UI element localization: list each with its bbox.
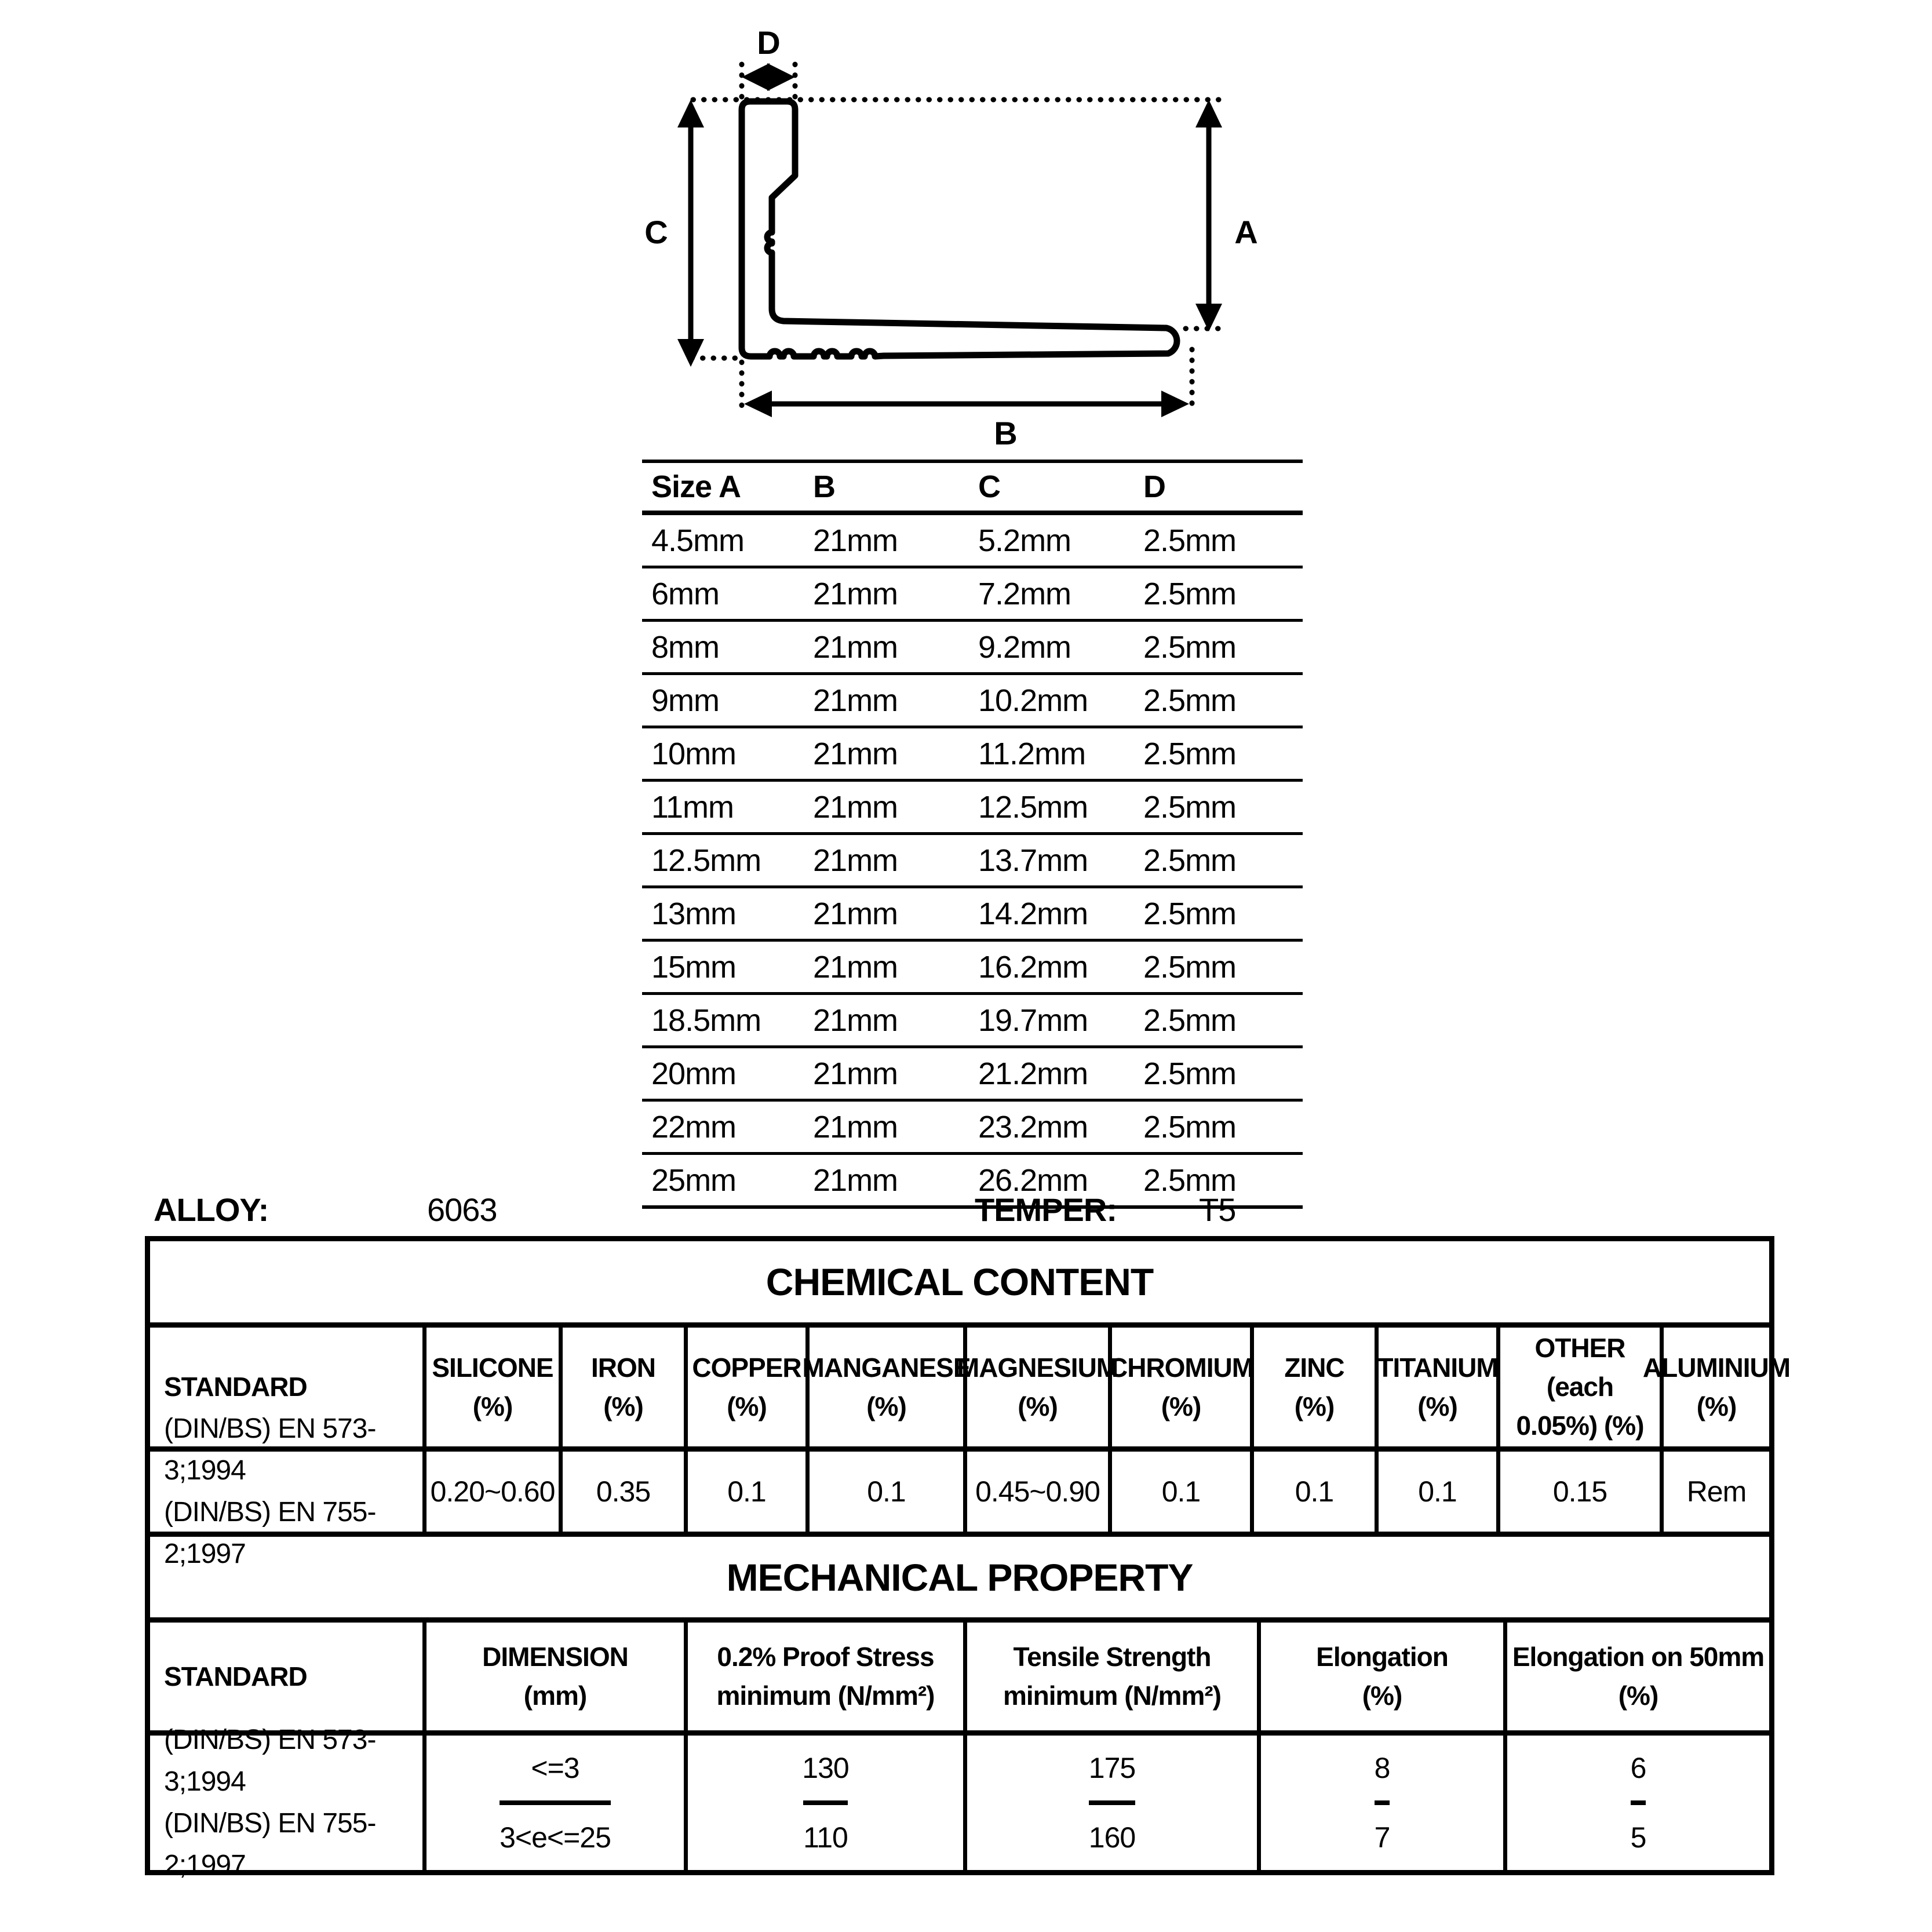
standard-line: (DIN/BS) EN 755-2;1997 [164, 1808, 376, 1880]
size-cell: 2.5mm [1143, 727, 1303, 781]
size-col-header: B [813, 461, 978, 513]
mechanical-header-tensile [963, 1623, 1257, 1730]
size-cell: 11mm [642, 781, 813, 834]
header-text: DIMENSION [482, 1642, 628, 1672]
size-cell: 10.2mm [978, 674, 1143, 727]
chemical-header-aluminium [1642, 1328, 1791, 1446]
header-text: IRON [591, 1352, 655, 1383]
value-text: 0.1 [727, 1475, 766, 1508]
size-cell: 11.2mm [978, 727, 1143, 781]
value-text: 0.20~0.60 [430, 1475, 555, 1508]
mechanical-cell: 7 [1375, 1800, 1390, 1870]
size-row [642, 887, 1303, 941]
value-text: 0.1 [1161, 1475, 1201, 1508]
header-text: CHROMIUM [1108, 1352, 1254, 1383]
header-text: Elongation [1316, 1642, 1448, 1672]
size-cell: 5.2mm [978, 513, 1143, 567]
value-text: Rem [1686, 1475, 1747, 1508]
size-row [642, 513, 1303, 567]
size-cell: 12.5mm [642, 834, 813, 887]
spec-table [145, 1236, 1791, 1880]
size-row [642, 567, 1303, 621]
value-text: 0.1 [1418, 1475, 1457, 1508]
mechanical-cell: <=3 [531, 1752, 579, 1784]
size-col-header: D [1143, 461, 1303, 513]
size-cell: 21mm [813, 1100, 978, 1154]
chemical-header-copper [684, 1328, 805, 1446]
header-text: (%) [1161, 1391, 1201, 1421]
header-text: STANDARD [164, 1372, 307, 1402]
header-text: ALUMINIUM [1642, 1352, 1791, 1383]
dimension-arrow-a [1195, 100, 1222, 331]
size-cell: 18.5mm [642, 994, 813, 1047]
size-cell: 16.2mm [978, 941, 1143, 994]
dimension-arrow-c [677, 100, 704, 367]
mechanical-dimension-column [422, 1736, 684, 1870]
size-cell: 21mm [813, 994, 978, 1047]
header-text: TITANIUM [1377, 1352, 1498, 1383]
size-cell: 6mm [642, 567, 813, 621]
mechanical-cell: 3<e<=25 [500, 1800, 611, 1870]
size-cell: 2.5mm [1143, 621, 1303, 674]
size-cell: 2.5mm [1143, 513, 1303, 567]
mechanical-cell: 6 [1630, 1752, 1646, 1784]
chemical-value-chromium [1108, 1452, 1250, 1532]
chemical-header-magnesium [957, 1328, 1118, 1446]
size-row [642, 1047, 1303, 1100]
size-cell: 7.2mm [978, 567, 1143, 621]
size-cell: 13.7mm [978, 834, 1143, 887]
chemical-value-other [1496, 1452, 1660, 1532]
size-cell: 14.2mm [978, 887, 1143, 941]
header-text: MAGNESIUM [957, 1352, 1118, 1383]
mechanical-header-row [150, 1623, 1769, 1736]
header-text: 0.2% Proof Stress [717, 1642, 934, 1672]
alloy-temper-line [0, 1191, 1932, 1229]
chemical-content-title: CHEMICAL CONTENT [150, 1241, 1769, 1328]
header-text: (%) [1618, 1681, 1658, 1711]
dimension-label-a: A [1234, 214, 1257, 250]
size-cell: 2.5mm [1143, 1154, 1303, 1208]
dimension-arrow-d [742, 63, 795, 91]
size-col-header: Size A [642, 461, 813, 513]
size-cell: 21mm [813, 834, 978, 887]
size-row [642, 621, 1303, 674]
chemical-header-titanium [1375, 1328, 1496, 1446]
value-text: 0.15 [1552, 1475, 1607, 1508]
size-cell: 2.5mm [1143, 994, 1303, 1047]
size-cell: 2.5mm [1143, 834, 1303, 887]
size-cell: 9mm [642, 674, 813, 727]
mechanical-header-elongation-50mm [1503, 1623, 1769, 1730]
size-row [642, 941, 1303, 994]
size-row [642, 727, 1303, 781]
mechanical-header-elongation [1257, 1623, 1503, 1730]
size-cell: 21mm [813, 567, 978, 621]
size-cell: 21mm [813, 1154, 978, 1208]
chemical-value-zinc [1250, 1452, 1375, 1532]
header-text: (%) [727, 1391, 767, 1421]
chemical-value-magnesium [963, 1452, 1108, 1532]
header-text: MANGANESE [802, 1352, 971, 1383]
chemical-header-zinc [1250, 1328, 1375, 1446]
mechanical-cell: 130 [802, 1752, 849, 1784]
header-text: minimum (N/mm²) [1003, 1681, 1221, 1711]
header-text: (%) [603, 1391, 643, 1421]
size-cell: 13mm [642, 887, 813, 941]
size-cell: 2.5mm [1143, 781, 1303, 834]
chemical-header-iron [559, 1328, 684, 1446]
profile-outline [742, 101, 1177, 356]
value-text: 0.1 [1295, 1475, 1334, 1508]
size-cell: 2.5mm [1143, 1100, 1303, 1154]
alloy-value: 6063 [427, 1191, 497, 1228]
size-cell: 21mm [813, 621, 978, 674]
size-row [642, 994, 1303, 1047]
size-table-header-row [642, 461, 1303, 513]
chemical-header-other [1496, 1328, 1660, 1446]
header-text: COPPER [692, 1352, 801, 1383]
standard-line: (DIN/BS) EN 573-3;1994 [164, 1725, 376, 1797]
mechanical-elongation-column [1257, 1736, 1503, 1870]
size-cell: 2.5mm [1143, 887, 1303, 941]
size-cell: 2.5mm [1143, 941, 1303, 994]
mechanical-elongation50-column [1503, 1736, 1769, 1870]
mechanical-cell: 5 [1631, 1800, 1646, 1870]
value-text: 0.45~0.90 [975, 1475, 1100, 1508]
size-cell: 20mm [642, 1047, 813, 1100]
size-cell: 8mm [642, 621, 813, 674]
mechanical-cell: 110 [803, 1800, 848, 1870]
size-cell: 15mm [642, 941, 813, 994]
size-row [642, 834, 1303, 887]
standard-line: (DIN/BS) EN 755-2;1997 [164, 1497, 376, 1569]
size-cell: 23.2mm [978, 1100, 1143, 1154]
size-cell: 22mm [642, 1100, 813, 1154]
chemical-standard-cell [150, 1413, 422, 1569]
size-row [642, 781, 1303, 834]
mechanical-cell: 175 [1088, 1752, 1136, 1784]
mechanical-header-proof-stress [684, 1623, 963, 1730]
header-text: (%) [1696, 1391, 1737, 1421]
size-row [642, 1100, 1303, 1154]
value-text: 0.1 [867, 1475, 906, 1508]
size-col-header: C [978, 461, 1143, 513]
header-text: STANDARD [164, 1661, 307, 1692]
dimension-arrow-b [744, 391, 1189, 417]
standard-line: (DIN/BS) EN 573-3;1994 [164, 1413, 376, 1486]
header-text: (%) [1294, 1391, 1335, 1421]
mechanical-proof-column [684, 1736, 963, 1870]
header-text: (%) [472, 1391, 513, 1421]
size-cell: 26.2mm [978, 1154, 1143, 1208]
chemical-value-iron [559, 1452, 684, 1532]
alloy-label: ALLOY: [154, 1191, 269, 1228]
header-text: (%) [866, 1391, 906, 1421]
chemical-value-aluminium [1660, 1452, 1769, 1532]
size-cell: 21mm [813, 513, 978, 567]
chemical-header-chromium [1108, 1328, 1254, 1446]
size-cell: 9.2mm [978, 621, 1143, 674]
mechanical-property-title: MECHANICAL PROPERTY [150, 1537, 1769, 1623]
mechanical-cell: 8 [1374, 1752, 1390, 1784]
chemical-value-titanium [1375, 1452, 1496, 1532]
header-text: SILICONE [432, 1352, 553, 1383]
size-cell: 21mm [813, 727, 978, 781]
profile-diagram [626, 9, 1292, 449]
chemical-header-manganese [802, 1328, 971, 1446]
header-text: (%) [1018, 1391, 1058, 1421]
value-text: 0.35 [596, 1475, 651, 1508]
size-cell: 4.5mm [642, 513, 813, 567]
header-text: minimum (N/mm²) [716, 1681, 935, 1711]
size-cell: 2.5mm [1143, 567, 1303, 621]
header-text: (%) [1417, 1391, 1457, 1421]
header-text: (%) [1362, 1681, 1402, 1711]
chemical-value-copper [684, 1452, 805, 1532]
header-text: Elongation on 50mm [1512, 1642, 1765, 1672]
size-cell: 2.5mm [1143, 674, 1303, 727]
header-text: 0.05%) (%) [1516, 1410, 1644, 1441]
header-text: OTHER (each [1534, 1333, 1625, 1402]
dimension-label-c: C [644, 214, 668, 250]
mechanical-cell: 160 [1089, 1800, 1135, 1870]
size-cell: 12.5mm [978, 781, 1143, 834]
mechanical-header-dimension [422, 1623, 684, 1730]
size-cell: 21mm [813, 1047, 978, 1100]
header-text: (mm) [523, 1681, 587, 1711]
size-row [642, 674, 1303, 727]
temper-label: TEMPER: [975, 1191, 1117, 1228]
chemical-value-silicone [422, 1452, 559, 1532]
header-text: ZINC [1284, 1352, 1344, 1383]
mechanical-header-standard [150, 1623, 422, 1730]
size-cell: 10mm [642, 727, 813, 781]
dimension-label-b: B [994, 415, 1017, 449]
chemical-value-manganese [805, 1452, 963, 1532]
size-cell: 25mm [642, 1154, 813, 1208]
mechanical-data-rows [150, 1725, 1769, 1880]
temper-value: T5 [1199, 1191, 1236, 1228]
size-cell: 21.2mm [978, 1047, 1143, 1100]
dimension-label-d: D [757, 24, 780, 61]
size-table [642, 460, 1303, 1209]
size-cell: 21mm [813, 781, 978, 834]
size-cell: 2.5mm [1143, 1047, 1303, 1100]
size-cell: 21mm [813, 941, 978, 994]
mechanical-standard-cell [150, 1725, 422, 1880]
size-cell: 21mm [813, 674, 978, 727]
chemical-header-silicone [422, 1328, 559, 1446]
header-text: Tensile Strength [1013, 1642, 1211, 1672]
mechanical-tensile-column [963, 1736, 1257, 1870]
size-cell: 19.7mm [978, 994, 1143, 1047]
size-cell: 21mm [813, 887, 978, 941]
